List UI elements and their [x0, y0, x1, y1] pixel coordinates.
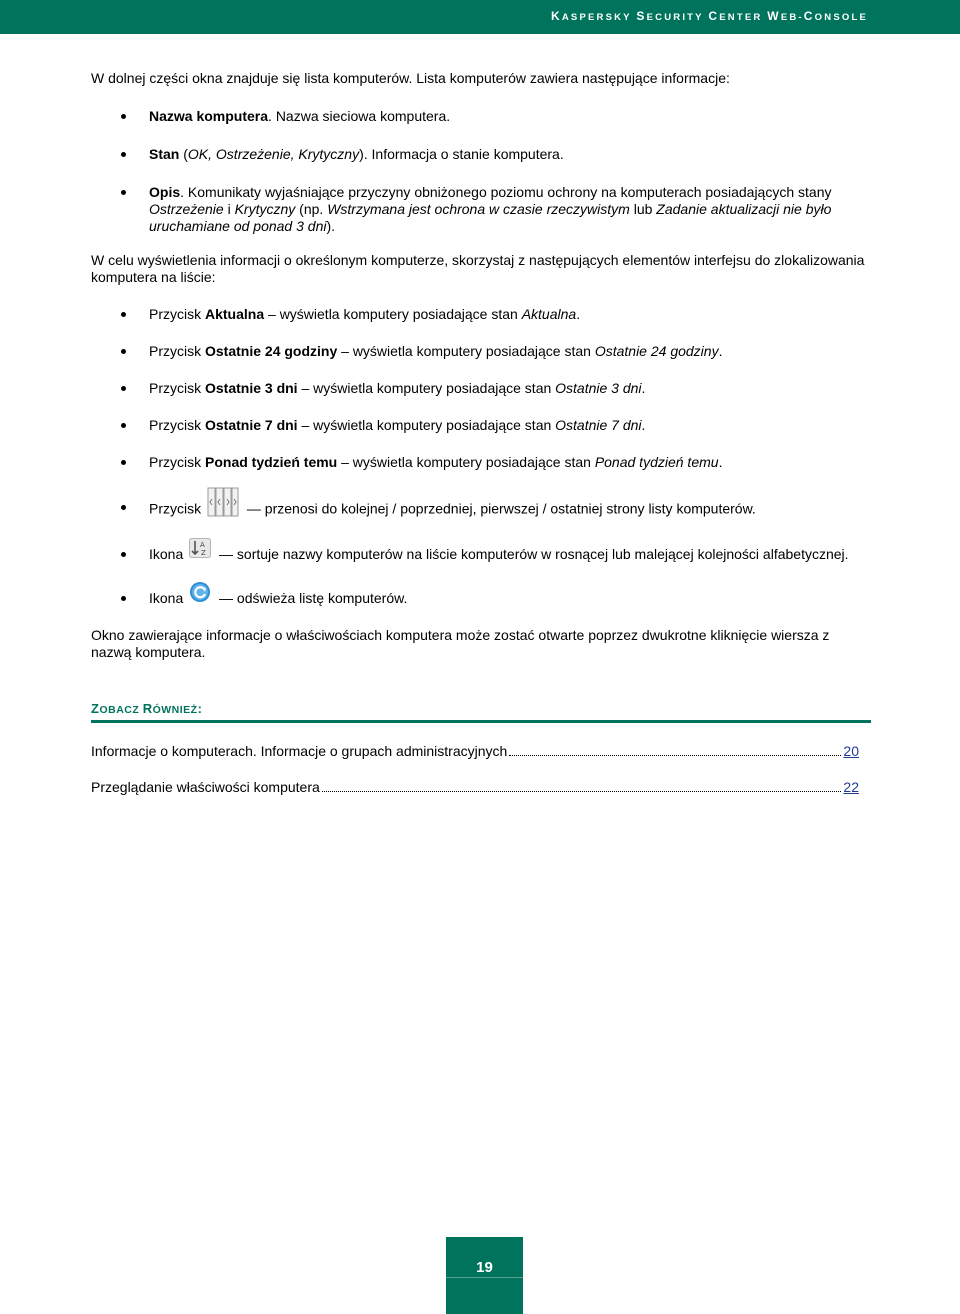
- intro-paragraph: W dolnej części okna znajduje się lista komputerów. Lista komputerów zawiera następujące informacje:: [91, 70, 730, 86]
- list-item: Przycisk Ostatnie 7 dni – wyświetla komputery posiadające stan Ostatnie 7 dni.: [91, 417, 871, 434]
- toc-entry[interactable]: Informacje o komputerach. Informacje o grupach administracyjnych 20: [91, 743, 859, 760]
- info-list: [91, 108, 871, 235]
- see-also-heading: ZOBACZ RÓWNIEŻ:: [91, 701, 871, 723]
- header-bar: [0, 0, 960, 34]
- buttons-list: [91, 306, 871, 607]
- toc-entry[interactable]: Przeglądanie właściwości komputera 22: [91, 779, 859, 796]
- list-item: Przycisk Ostatnie 3 dni – wyświetla komputery posiadające stan Ostatnie 3 dni.: [91, 380, 871, 397]
- list-item: Przycisk Ostatnie 24 godziny – wyświetla komputery posiadające stan Ostatnie 24 godziny.: [91, 343, 871, 360]
- list-item: Przycisk Ponad tydzień temu – wyświetla komputery posiadające stan Ponad tydzień temu.: [91, 454, 871, 471]
- list-item: Nazwa komputera. Nazwa sieciowa komputera.: [91, 108, 871, 125]
- pager-icon: [207, 487, 239, 521]
- list-item: Przycisk Aktualna – wyświetla komputery posiadające stan Aktualna.: [91, 306, 871, 323]
- page-number-tab: [446, 1237, 523, 1314]
- list-item: Ikona A Z — sortuje nazwy komputerów na liście komputerów w rosnącej lub malejącej kolejności alfabetycznej.: [91, 546, 871, 563]
- page-number: 19: [476, 1259, 493, 1276]
- properties-paragraph: Okno zawierające informacje o właściwościach komputera może zostać otwarte poprzez dwukrotne kliknięcie wiersza z nazwą komputera.: [91, 627, 830, 661]
- page-content: [91, 70, 871, 796]
- toc-leader: [509, 754, 841, 756]
- sort-az-icon: [189, 538, 211, 562]
- svg-text:Z: Z: [201, 549, 206, 558]
- toc-page-link[interactable]: 20: [843, 743, 859, 760]
- list-item: Stan (OK, Ostrzeżenie, Krytyczny). Informacja o stanie komputera.: [91, 146, 871, 163]
- list-item: Przycisk — przenosi do kolejnej / poprzedniej, pierwszej / ostatniej strony listy komputerów.: [91, 499, 871, 521]
- toc-page-link[interactable]: 22: [843, 779, 859, 796]
- svg-text:A: A: [200, 541, 205, 550]
- interface-paragraph: W celu wyświetlenia informacji o określonym komputerze, skorzystaj z następujących elementów interfejsu do zlokalizowania komputera na liście:: [91, 252, 865, 285]
- list-item: Opis. Komunikaty wyjaśniające przyczyny obniżonego poziomu ochrony na komputerach posiadających stany Ostrzeżenie i Krytyczny (np. Wstrzymana jest ochrona w czasie rzeczywistym lub Zadanie aktualizacji nie było uruchamiane od ponad 3 dni).: [91, 184, 871, 235]
- list-item: Ikona — odświeża listę komputerów.: [91, 590, 871, 607]
- page-tab-divider: [446, 1277, 523, 1278]
- header-title: KASPERSKY SECURITY CENTER WEB-CONSOLE: [550, 9, 868, 23]
- refresh-icon: [189, 581, 211, 607]
- toc-leader: [322, 790, 842, 792]
